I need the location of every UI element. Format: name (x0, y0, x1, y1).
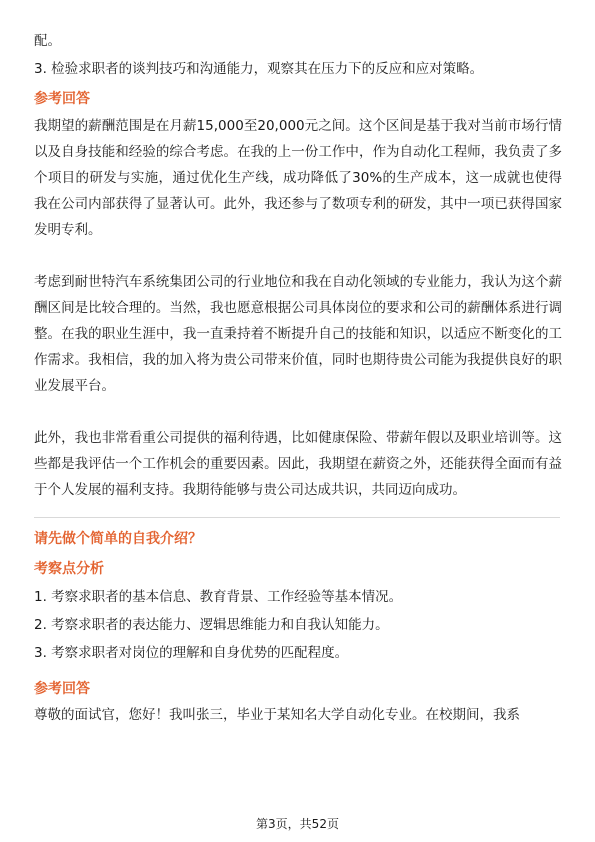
continued-text: 配。 (34, 33, 61, 49)
page-content (34, 30, 562, 726)
analysis-heading: 考察点分析 (34, 561, 104, 577)
answer-paragraph-2: 考虑到耐世特汽车系统集团公司的行业地位和我在自动化领域的专业能力，我认为这个薪酬区间是比较合理的。当然，我也愿意根据公司具体岗位的要求和公司的薪酬体系进行调整。在我的职业生涯中，我一直秉持着不断提升自己的技能和知识，以适应不断变化的工作需求。我相信，我的加入将为贵公司带来价值，同时也期待贵公司能为我提供良好的职业发展平台。 (34, 274, 562, 394)
answer-paragraph-3: 此外，我也非常看重公司提供的福利待遇，比如健康保险、带薪年假以及职业培训等。这些都是我评估一个工作机会的重要因素。因此，我期望在薪资之外，还能获得全面而有益于个人发展的福利支持。我期待能够与贵公司达成共识，共同迈向成功。 (34, 430, 562, 498)
answer-paragraph-1: 我期望的薪酬范围是在月薪15,000至20,000元之间。这个区间是基于我对当前市场行情以及自身技能和经验的综合考虑。在我的上一份工作中，作为自动化工程师，我负责了多个项目的研发与实施，通过优化生产线，成功降低了30%的生产成本，这一成就也使得我在公司内部获得了显著认可。此外，我还参与了数项专利的研发，其中一项已获得国家发明专利。 (34, 118, 562, 238)
question-title: 请先做个简单的自我介绍？ (34, 531, 202, 547)
analysis-item-1: 1. 考察求职者的基本信息、教育背景、工作经验等基本情况。 (34, 589, 403, 605)
section-divider (34, 517, 560, 518)
reference-answer-heading: 参考回答 (34, 91, 90, 107)
reference-answer-heading-2: 参考回答 (34, 681, 90, 697)
assessment-point-3: 3. 检验求职者的谈判技巧和沟通能力，观察其在压力下的反应和应对策略。 (34, 61, 484, 77)
analysis-item-2: 2. 考察求职者的表达能力、逻辑思维能力和自我认知能力。 (34, 617, 389, 633)
answer-start-line: 尊敬的面试官，您好！我叫张三，毕业于某知名大学自动化专业。在校期间，我系 (34, 707, 520, 723)
page-number: 第3页，共52页 (256, 817, 339, 831)
analysis-item-3: 3. 考察求职者对岗位的理解和自身优势的匹配程度。 (34, 645, 349, 661)
